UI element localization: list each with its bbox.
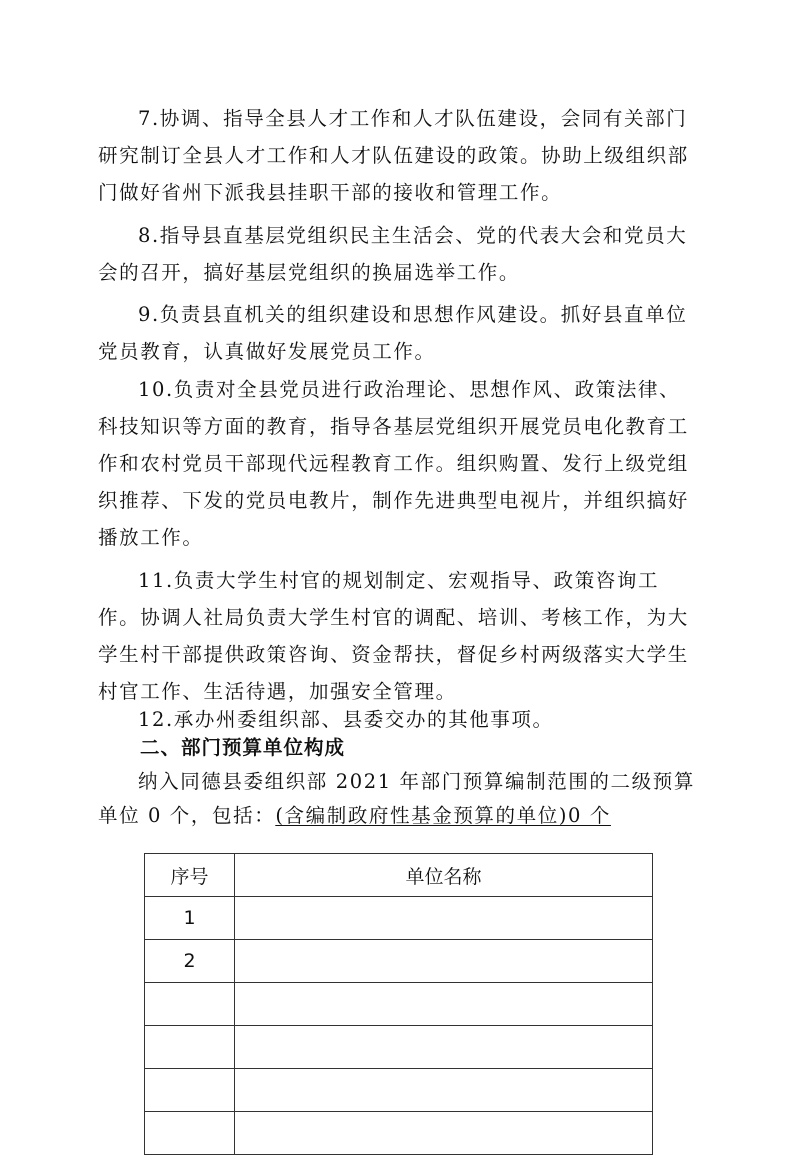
table-row — [145, 1026, 653, 1069]
row-unit-name — [235, 940, 653, 983]
paragraph-7: 7.协调、指导全县人才工作和人才队伍建设，会同有关部门研究制订全县人才工作和人才队伍建设的政策。协助上级组织部门做好省州下派我县挂职干部的接收和管理工作。 — [98, 107, 689, 204]
paragraph-9: 9.负责县直机关的组织建设和思想作风建设。抓好县直单位党员教育，认真做好发展党员工作。 — [98, 303, 688, 363]
section-intro — [98, 765, 698, 833]
row-index: 1 — [145, 897, 235, 940]
row-index — [145, 1069, 235, 1112]
paragraph-10: 10.负责对全县党员进行政治理论、思想作风、政策法律、科技知识等方面的教育，指导各基层党组织开展党员电化教育工作和农村党员干部现代远程教育工作。组织购置、发行上级党组织推荐、下发的党员电教片，制作先进典型电视片，并组织搞好播放工作。 — [98, 378, 689, 549]
paragraph-8: 8.指导县直基层党组织民主生活会、党的代表大会和党员大会的召开，搞好基层党组织的换届选举工作。 — [98, 224, 688, 284]
row-index — [145, 983, 235, 1026]
row-unit-name — [235, 1026, 653, 1069]
section-intro-text: 纳入同德县委组织部 2021 年部门预算编制范围的二级预算单位 0 个，包括： — [98, 770, 695, 827]
row-index: 2 — [145, 940, 235, 983]
row-unit-name — [235, 1112, 653, 1155]
budget-units-table — [144, 853, 653, 1155]
table-row — [145, 983, 653, 1026]
row-index — [145, 1112, 235, 1155]
row-unit-name — [235, 897, 653, 940]
table-header-row — [145, 854, 653, 897]
paragraph-12: 12.承办州委组织部、县委交办的其他事项。 — [138, 708, 554, 731]
row-unit-name — [235, 1069, 653, 1112]
table-row — [145, 897, 653, 940]
table-row — [145, 1069, 653, 1112]
section-heading: 二、部门预算单位构成 — [140, 736, 346, 759]
row-unit-name — [235, 983, 653, 1026]
section-intro-underlined: (含编制政府性基金预算的单位)0 个 — [275, 804, 611, 827]
table-row — [145, 1112, 653, 1155]
table-row — [145, 940, 653, 983]
header-unit-name: 单位名称 — [235, 854, 653, 897]
row-index — [145, 1026, 235, 1069]
header-index: 序号 — [145, 854, 235, 897]
paragraph-11: 11.负责大学生村官的规划制定、宏观指导、政策咨询工作。协调人社局负责大学生村官的调配、培训、考核工作，为大学生村干部提供政策咨询、资金帮扶，督促乡村两级落实大学生村官工作、生活待遇，加强安全管理。 — [98, 569, 689, 703]
